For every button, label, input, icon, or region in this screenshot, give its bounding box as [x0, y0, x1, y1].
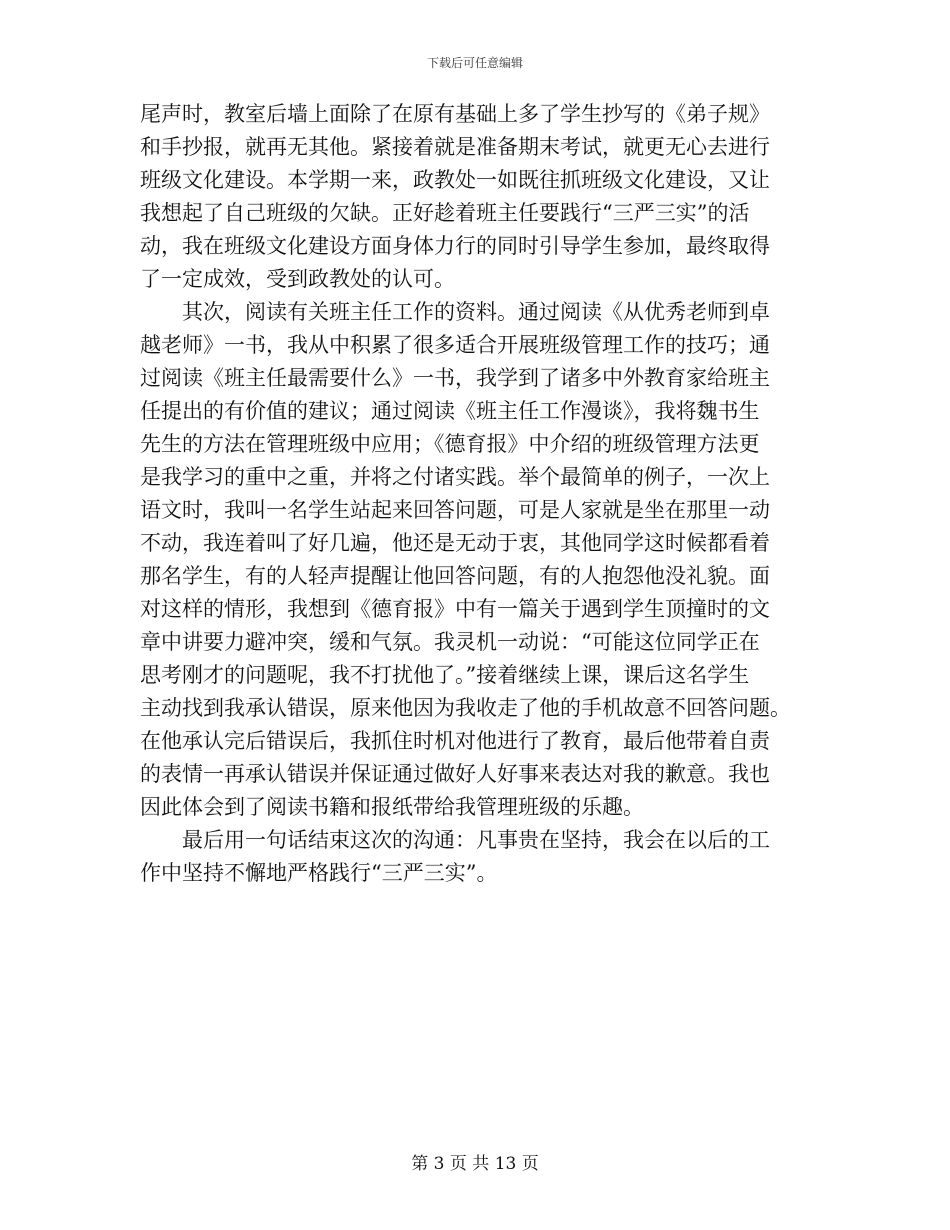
body-line: 其次，阅读有关班主任工作的资料。通过阅读《从优秀老师到卓	[140, 300, 770, 324]
body-line: 过阅读《班主任最需要什么》一书，我学到了诸多中外教育家给班主	[140, 366, 770, 390]
body-line: 思考刚才的问题呢，我不打扰他了。”接着继续上课，课后这名学生	[140, 663, 750, 687]
body-line: 章中讲要力避冲突，缓和气氛。我灵机一动说：“可能这位同学正在	[140, 630, 760, 654]
body-line: 尾声时，教室后墙上面除了在原有基础上多了学生抄写的《弟子规》	[140, 102, 770, 126]
body-line: 不动，我连着叫了好几遍，他还是无动于衷，其他同学这时候都看着	[140, 531, 770, 555]
body-line: 对这样的情形，我想到《德育报》中有一篇关于遇到学生顶撞时的文	[140, 597, 770, 621]
body-line: 班级文化建设。本学期一来，政教处一如既往抓班级文化建设，又让	[140, 168, 770, 192]
body-line: 的表情一再承认错误并保证通过做好人好事来表达对我的歉意。我也	[140, 762, 770, 786]
body-line: 了一定成效，受到政教处的认可。	[140, 267, 455, 291]
body-line: 先生的方法在管理班级中应用；《德育报》中介绍的班级管理方法更	[140, 432, 760, 456]
body-line: 主动找到我承认错误，原来他因为我收走了他的手机故意不回答问题。	[140, 696, 791, 720]
body-line: 在他承认完后错误后，我抓住时机对他进行了教育，最后他带着自责	[140, 729, 770, 753]
body-line: 最后用一句话结束这次的沟通：凡事贵在坚持，我会在以后的工	[140, 828, 770, 852]
body-line: 语文时，我叫一名学生站起来回答问题，可是人家就是坐在那里一动	[140, 498, 770, 522]
page-number-footer: 第 3 页 共 13 页	[411, 1154, 539, 1174]
body-line: 越老师》一书，我从中积累了很多适合开展班级管理工作的技巧；通	[140, 333, 770, 357]
body-line: 我想起了自己班级的欠缺。正好趁着班主任要践行“三严三实”的活	[140, 201, 750, 225]
body-line: 作中坚持不懈地严格践行“三严三实”。	[140, 861, 498, 885]
document-body	[140, 98, 810, 890]
body-line: 那名学生，有的人轻声提醒让他回答问题，有的人抱怨他没礼貌。面	[140, 564, 770, 588]
body-line: 动，我在班级文化建设方面身体力行的同时引导学生参加，最终取得	[140, 234, 770, 258]
body-line: 任提出的有价值的建议；通过阅读《班主任工作漫谈》，我将魏书生	[140, 399, 760, 423]
body-line: 是我学习的重中之重，并将之付诸实践。举个最简单的例子，一次上	[140, 465, 770, 489]
body-line: 因此体会到了阅读书籍和报纸带给我管理班级的乐趣。	[140, 795, 644, 819]
page-header: 下载后可任意编辑	[426, 56, 523, 70]
body-line: 和手抄报，就再无其他。紧接着就是准备期末考试，就更无心去进行	[140, 135, 770, 159]
